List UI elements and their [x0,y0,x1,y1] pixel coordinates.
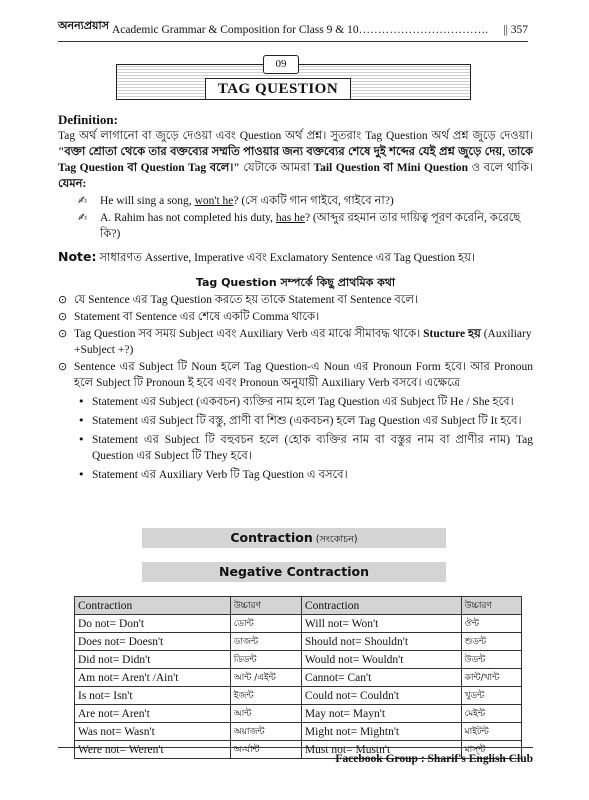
table-row [75,687,522,705]
note-label: Note: [58,249,97,264]
table-row [75,633,522,651]
table-cell: Might not= Mightn't [301,723,461,741]
chapter-title: TAG QUESTION [205,78,351,100]
table-cell: ঔন্ট [461,615,521,633]
table-cell: May not= Mayn't [301,705,461,723]
rule-item: ⊙ Sentence এর Subject টি Noun হলে Tag Question-এ Noun এর Pronoun Form হবে। আর Pronoun হলে Subject টি Pronoun ই হবে এবং Pronoun অনুযায়ী Auxiliary Verb বসবে। এক্ষেত্রে [58,360,533,389]
sub-rule-item: • Statement এর Subject টি বস্তু, প্রাণী বা শিশু (একবচন) হলে Tag Question এর Subject টি It হবে। [78,414,522,427]
definition-paragraph: Tag অর্থ লাগানো বা জুড়ে দেওয়া এবং Question অর্থ প্রশ্ন। সুতরাং Tag Question অর্থ প্রশ্ন জুড়ে দেওয়া। "বক্তা শ্রোতা থেকে তার বক্তব্যের সম্মতি পাওয়ার জন্য বক্তব্যের শেষে দুই শব্দের যেই প্রশ্ন জুড়ে দেয়, তাকে Tag Question বা Question Tag বলে।" যেটাকে আমরা Tail Question বা Mini Question ও বলে থাকি। যেমন: [58,130,533,190]
table-cell: Should not= Shouldn't [301,633,461,651]
table-row [75,669,522,687]
table-row [75,615,522,633]
main-content [58,112,533,483]
table-cell: Cannot= Can't [301,669,461,687]
table-cell: শুডন্ট [461,633,521,651]
contraction-table [74,596,522,759]
circle-bullet-icon: ⊙ [58,310,68,323]
column-header: Contraction [75,597,231,615]
table-cell: Is not= Isn't [75,687,231,705]
table-cell: Does not= Doesn't [75,633,231,651]
sub-rule-item: • Statement এর Auxiliary Verb টি Tag Question এ বসবে। [78,468,348,481]
sub-rule-item: • Statement এর Subject টি বহুবচন হলে (হোক ব্যক্তির নাম বা বস্তুর নাম বা প্রাণীর নাম) Tag Question এর Subject টি They হবে। [78,433,533,462]
table-cell: খুডন্ট [461,687,521,705]
table-cell: অয়াজন্ট [230,723,301,741]
book-title: Academic Grammar & Composition for Class 9 & 10……………………………. [112,24,488,36]
sub-rule-item: • Statement এর Subject (একবচন) ব্যক্তির নাম হলে Tag Question এর Subject টি He / She হবে। [78,395,514,408]
table-cell: Were not= Weren't [75,741,231,759]
table-cell: আন্ট [230,705,301,723]
page-footer: Facebook Group : Sharif's English Club [58,747,533,765]
pen-icon: ✍ [78,211,88,224]
chapter-number: 09 [263,55,299,74]
table-cell: Am not= Aren't /Ain't [75,669,231,687]
note-text: সাধারণত Assertive, Imperative এবং Exclamatory Sentence এর Tag Question হয়। [96,252,475,264]
dot-bullet-icon: • [78,414,85,427]
table-cell: মেইন্ট [461,705,521,723]
note [58,249,533,266]
circle-bullet-icon: ⊙ [58,293,68,306]
table-cell: আন্ট /এইন্ট [230,669,301,687]
table-cell: ডোন্ট [230,615,301,633]
rule-item: ⊙ Statement বা Sentence এর শেষে একটি Comma থাকে। [58,310,320,323]
table-header-row [75,597,522,615]
circle-bullet-icon: ⊙ [58,327,68,340]
pen-icon: ✍ [78,194,88,207]
table-cell: মাইটন্ট [461,723,521,741]
dot-bullet-icon: • [78,468,85,481]
table-row [75,723,522,741]
page-header [58,18,528,42]
table-cell: Do not= Don't [75,615,231,633]
circle-bullet-icon: ⊙ [58,360,68,373]
table-cell: Are not= Aren't [75,705,231,723]
table-cell: Did not= Didn't [75,651,231,669]
column-header: Contraction [301,597,461,615]
table-cell: ডাজন্ট [230,633,301,651]
table-row [75,705,522,723]
dot-bullet-icon: • [78,433,85,446]
rules-title: Tag Question সম্পর্কে কিছু প্রাথমিক কথা [195,276,396,289]
table-row [75,651,522,669]
page-number: || 357 [503,24,528,36]
definition-heading: Definition: [58,112,118,127]
brand-logo: অনন্যপ্রয়াস [58,19,109,32]
dot-bullet-icon: • [78,395,85,408]
table-cell: Must not= Mustn't [301,741,461,759]
table-cell: কান্ট/খান্ট [461,669,521,687]
table-cell: অ-র্যান্ট [230,741,301,759]
contraction-banner: Contraction (সংকোচন) [142,528,446,548]
example-item: ✍ He will sing a song, won't he? (সে একটি গান গাইবে, গাইবে না?) [78,194,394,207]
table-cell: Could not= Couldn't [301,687,461,705]
table-cell: Was not= Wasn't [75,723,231,741]
table-cell: Will not= Won't [301,615,461,633]
column-header: উচ্চারণ [230,597,301,615]
table-cell: মাস্ন্ট [461,741,521,759]
example-item: ✍ A. Rahim has not completed his duty, has he? (আব্দুর রহমান তার দায়িত্ব পূরণ করেনি, করেছে কি?) [78,211,521,240]
column-header: উচ্চারণ [461,597,521,615]
table-cell: ডিডন্ট [230,651,301,669]
rule-item: ⊙ যে Sentence এর Tag Question করতে হয় তাকে Statement বা Sentence বলে। [58,293,419,306]
rule-item: ⊙ Tag Question সব সময় Subject এবং Auxiliary Verb এর মাঝে সীমাবদ্ধ থাকে। Stucture হয় (Auxiliary +Subject +?) [58,327,532,356]
table-cell: উডন্ট [461,651,521,669]
table-cell: ইজন্ট [230,687,301,705]
negative-contraction-banner: Negative Contraction [142,562,446,582]
table-cell: Would not= Wouldn't [301,651,461,669]
